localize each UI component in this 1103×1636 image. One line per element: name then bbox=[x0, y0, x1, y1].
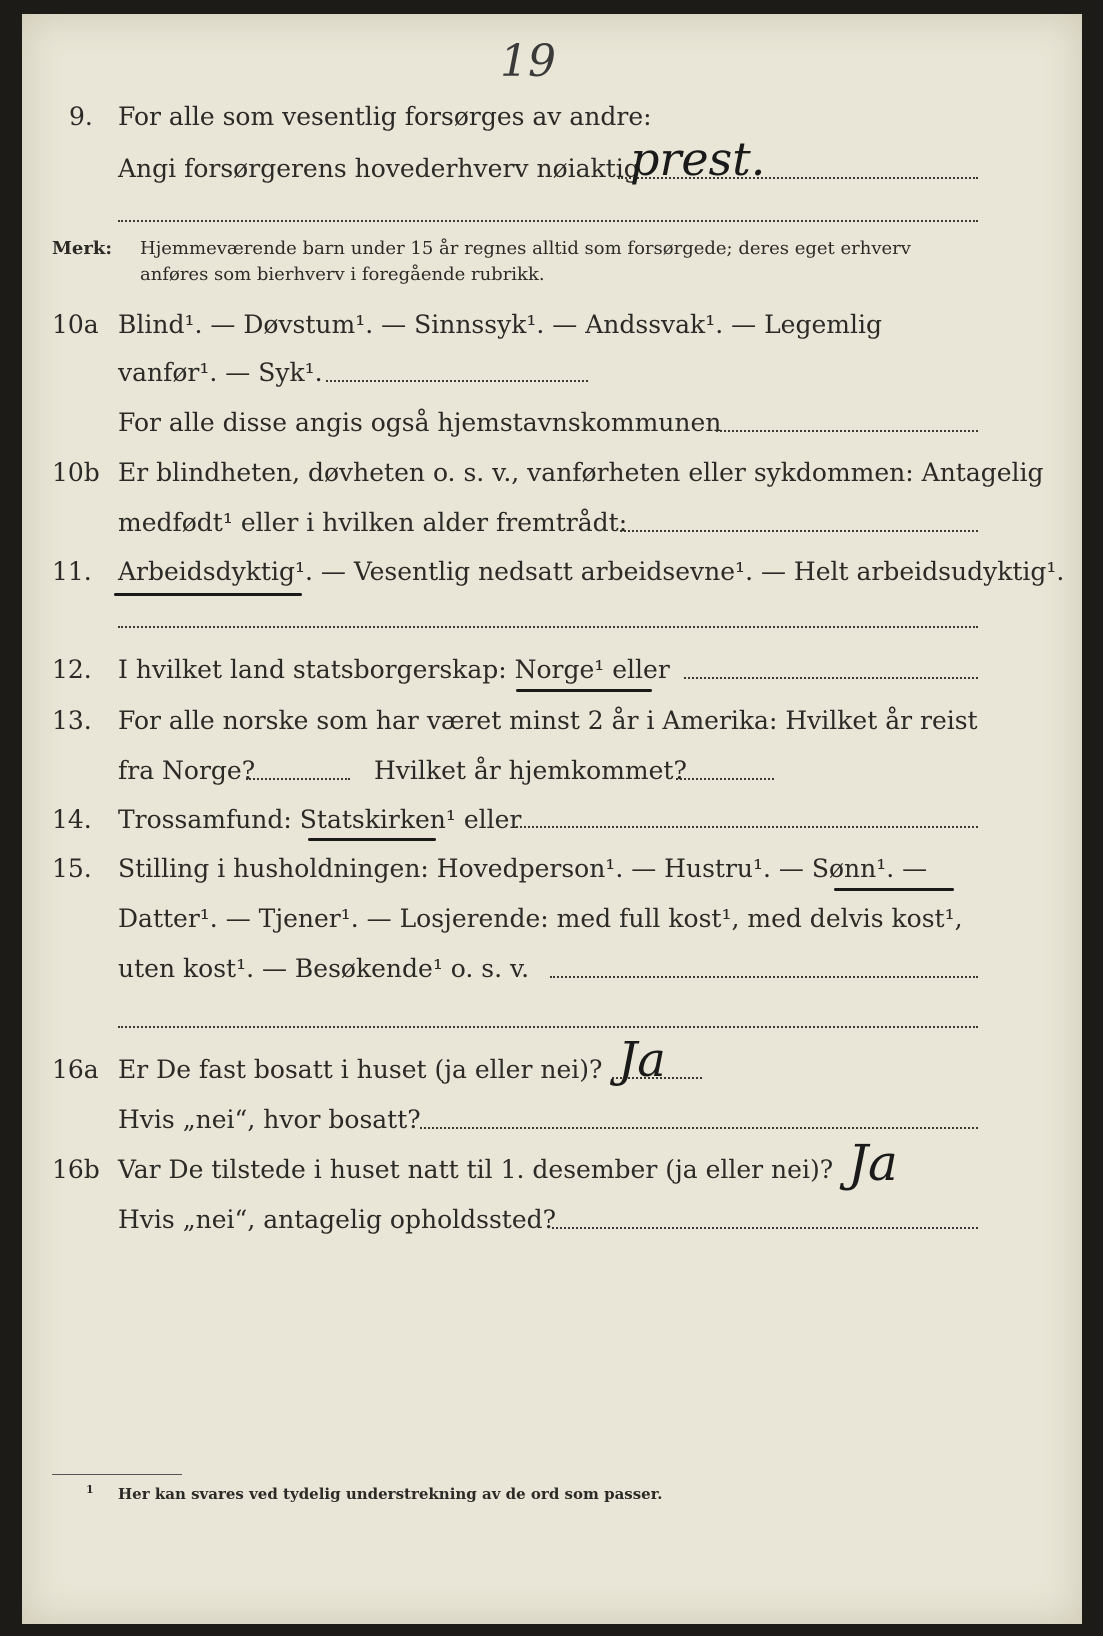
footnote-mark: 1 bbox=[86, 1483, 94, 1496]
q16a-handwritten-answer: Ja bbox=[618, 1032, 666, 1088]
merk-label: Merk: bbox=[52, 238, 112, 259]
merk-line1: Hjemmeværende barn under 15 år regnes alltid som forsørgede; deres eget erhverv bbox=[140, 238, 911, 259]
q15-line3: uten kost¹. — Besøkende¹ o. s. v. bbox=[118, 954, 530, 983]
q16a-number: 16a bbox=[52, 1055, 99, 1084]
q16a-bosatt-line[interactable] bbox=[420, 1127, 978, 1129]
q10b-number: 10b bbox=[52, 458, 100, 487]
q9-extra-line[interactable] bbox=[118, 220, 978, 222]
handwritten-page-number: 19 bbox=[500, 36, 556, 87]
q10b-line1: Er blindheten, døvheten o. s. v., vanførheten eller sykdommen: Antagelig bbox=[118, 458, 1044, 487]
q16b-handwritten-answer: Ja bbox=[848, 1134, 898, 1192]
q10a-line3: For alle disse angis også hjemstavnskommunen bbox=[118, 408, 722, 437]
q13-line1: For alle norske som har været minst 2 år i Amerika: Hvilket år reist bbox=[118, 706, 978, 735]
q10b-answer-line[interactable] bbox=[620, 530, 978, 532]
q14-underline-statskirken bbox=[308, 838, 436, 841]
q9-line2: Angi forsørgerens hovederhverv nøiaktig bbox=[118, 154, 640, 183]
footnote-rule bbox=[52, 1474, 182, 1475]
q11-number: 11. bbox=[52, 557, 92, 586]
q10a-number: 10a bbox=[52, 310, 99, 339]
q13-reist-line[interactable] bbox=[246, 778, 350, 780]
q14-line1: Trossamfund: Statskirken¹ eller bbox=[118, 805, 522, 834]
q16a-line1: Er De fast bosatt i huset (ja eller nei)? bbox=[118, 1055, 603, 1084]
q12-number: 12. bbox=[52, 655, 92, 684]
q11-underline-arbeidsdyktig bbox=[114, 593, 302, 596]
q15-line1: Stilling i husholdningen: Hovedperson¹. — Hustru¹. — Sønn¹. — bbox=[118, 854, 928, 883]
q10a-line1: Blind¹. — Døvstum¹. — Sinnssyk¹. — Andssvak¹. — Legemlig bbox=[118, 310, 882, 339]
q10a-hjemstavn-line[interactable] bbox=[716, 430, 978, 432]
census-form-page bbox=[22, 14, 1082, 1624]
q15-line2: Datter¹. — Tjener¹. — Losjerende: med full kost¹, med delvis kost¹, bbox=[118, 904, 963, 933]
q15-number: 15. bbox=[52, 854, 92, 883]
q16b-opholdssted-line[interactable] bbox=[552, 1227, 978, 1229]
q15-underline-sonn bbox=[834, 888, 954, 891]
q15-extra-line[interactable] bbox=[118, 1026, 978, 1028]
q9-handwritten-answer: prest. bbox=[630, 132, 766, 186]
q16b-number: 16b bbox=[52, 1155, 100, 1184]
q12-answer-line[interactable] bbox=[684, 677, 978, 679]
q16b-line2: Hvis „nei“, antagelig opholdssted? bbox=[118, 1205, 557, 1234]
q10a-answer-line[interactable] bbox=[326, 380, 588, 382]
q11-extra-line[interactable] bbox=[118, 626, 978, 628]
q15-answer-line[interactable] bbox=[550, 976, 978, 978]
q16a-line2: Hvis „nei“, hvor bosatt? bbox=[118, 1105, 421, 1134]
merk-line2: anføres som bierhverv i foregående rubrikk. bbox=[140, 264, 545, 285]
footnote-text: Her kan svares ved tydelig understrekning av de ord som passer. bbox=[118, 1485, 663, 1503]
q12-line1: I hvilket land statsborgerskap: Norge¹ eller bbox=[118, 655, 670, 684]
q11-line1: Arbeidsdyktig¹. — Vesentlig nedsatt arbeidsevne¹. — Helt arbeidsudyktig¹. bbox=[118, 557, 1065, 586]
q10b-line2: medfødt¹ eller i hvilken alder fremtrådt: bbox=[118, 508, 628, 537]
q9-number: 9. bbox=[69, 102, 93, 131]
q13-line2a: fra Norge? bbox=[118, 756, 256, 785]
q14-number: 14. bbox=[52, 805, 92, 834]
q12-underline-norge bbox=[516, 689, 652, 692]
q13-line2b: Hvilket år hjemkommet? bbox=[374, 756, 687, 785]
q9-line1: For alle som vesentlig forsørges av andre: bbox=[118, 102, 652, 131]
q16b-line1: Var De tilstede i huset natt til 1. desember (ja eller nei)? bbox=[118, 1155, 834, 1184]
q13-hjemkommet-line[interactable] bbox=[676, 778, 774, 780]
q10a-line2: vanfør¹. — Syk¹. bbox=[118, 358, 323, 387]
q14-answer-line[interactable] bbox=[516, 826, 978, 828]
q13-number: 13. bbox=[52, 706, 92, 735]
